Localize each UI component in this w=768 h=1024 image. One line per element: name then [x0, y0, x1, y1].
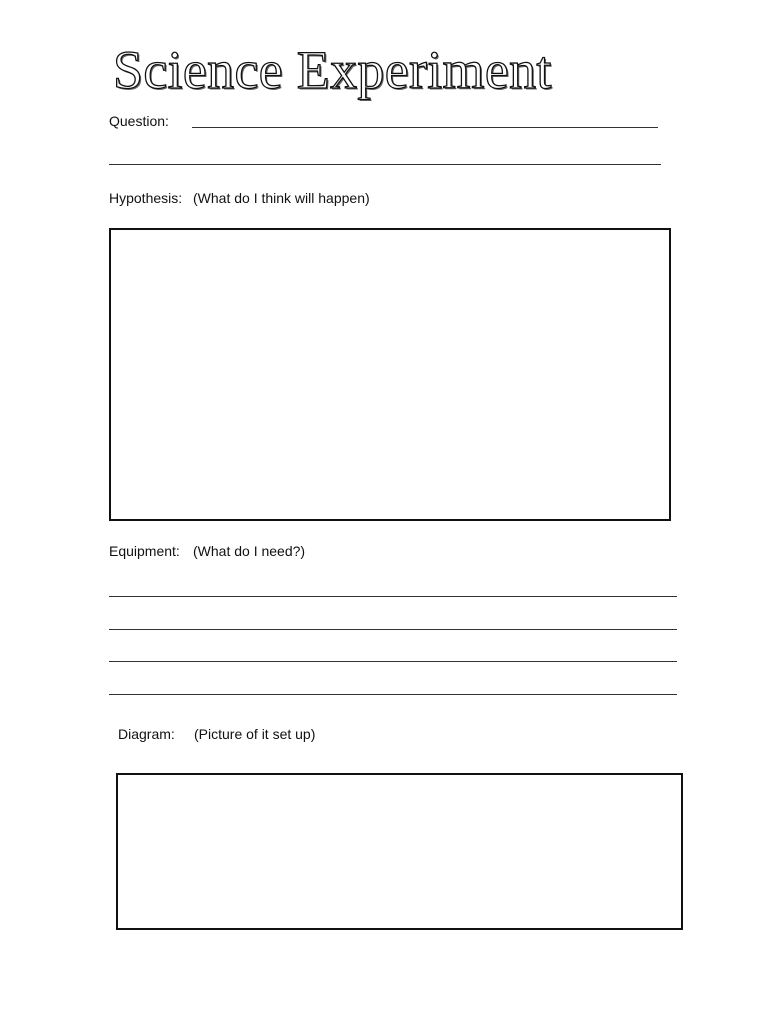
diagram-label: Diagram:	[118, 726, 175, 742]
question-label: Question:	[109, 113, 169, 129]
equipment-answer-line-1[interactable]	[109, 596, 677, 597]
equipment-answer-line-2[interactable]	[109, 629, 677, 630]
question-answer-line-1[interactable]	[192, 127, 658, 128]
equipment-answer-line-4[interactable]	[109, 694, 677, 695]
diagram-hint: (Picture of it set up)	[194, 726, 316, 742]
hypothesis-hint: (What do I think will happen)	[193, 190, 370, 206]
hypothesis-label: Hypothesis:	[109, 190, 183, 206]
diagram-drawing-box[interactable]	[116, 773, 683, 930]
worksheet-title: Science Experiment	[113, 40, 552, 100]
equipment-answer-line-3[interactable]	[109, 661, 677, 662]
equipment-label: Equipment:	[109, 543, 180, 559]
question-answer-line-2[interactable]	[109, 164, 661, 165]
equipment-hint: (What do I need?)	[193, 543, 306, 559]
hypothesis-answer-box[interactable]	[109, 228, 671, 521]
